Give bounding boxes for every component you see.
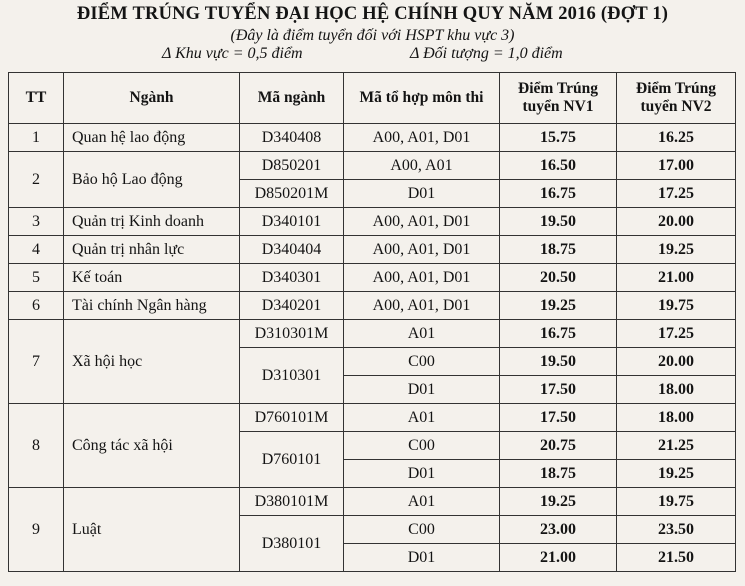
score-nv1: 21.00 (500, 544, 617, 572)
row-number: 9 (9, 488, 64, 572)
table-row (9, 320, 736, 348)
score-nv2: 17.25 (617, 320, 736, 348)
row-number: 6 (9, 292, 64, 320)
score-nv2: 21.00 (617, 264, 736, 292)
major-code: D310301 (240, 348, 344, 404)
score-nv1: 16.50 (500, 152, 617, 180)
major-name: Công tác xã hội (64, 404, 240, 488)
score-nv2: 17.25 (617, 180, 736, 208)
subject-combo: A00, A01, D01 (344, 292, 500, 320)
row-number: 8 (9, 404, 64, 488)
table-header-row (9, 73, 736, 124)
major-code: D340408 (240, 124, 344, 152)
target-bonus-note: Δ Đối tượng = 1,0 điểm (410, 45, 563, 62)
major-code: D380101 (240, 516, 344, 572)
row-number: 5 (9, 264, 64, 292)
table-row (9, 152, 736, 180)
major-name: Tài chính Ngân hàng (64, 292, 240, 320)
row-number: 4 (9, 236, 64, 264)
score-nv1: 17.50 (500, 376, 617, 404)
major-code: D760101 (240, 432, 344, 488)
major-name: Luật (64, 488, 240, 572)
table-row (9, 264, 736, 292)
page-subtitle: (Đây là điểm tuyển đối với HSPT khu vực 3) (230, 27, 515, 44)
header-nv1: Điểm Trúng tuyển NV1 (500, 73, 617, 124)
score-nv2: 18.00 (617, 376, 736, 404)
row-number: 2 (9, 152, 64, 208)
table-row (9, 236, 736, 264)
score-nv2: 19.25 (617, 460, 736, 488)
subject-combo: D01 (344, 544, 500, 572)
table-row (9, 488, 736, 516)
subject-combo: A01 (344, 320, 500, 348)
header-tt: TT (9, 73, 64, 124)
score-nv1: 19.50 (500, 348, 617, 376)
subject-combo: A00, A01, D01 (344, 236, 500, 264)
score-nv2: 20.00 (617, 348, 736, 376)
major-name: Quan hệ lao động (64, 124, 240, 152)
subject-combo: C00 (344, 348, 500, 376)
score-nv1: 16.75 (500, 320, 617, 348)
table-row (9, 124, 736, 152)
score-nv2: 18.00 (617, 404, 736, 432)
score-nv2: 19.75 (617, 488, 736, 516)
major-code: D310301M (240, 320, 344, 348)
major-name: Quản trị Kinh doanh (64, 208, 240, 236)
subject-combo: A00, A01 (344, 152, 500, 180)
major-name: Xã hội học (64, 320, 240, 404)
subject-combo: D01 (344, 376, 500, 404)
score-nv1: 20.75 (500, 432, 617, 460)
score-nv1: 19.25 (500, 488, 617, 516)
region-bonus-note: Δ Khu vực = 0,5 điểm (162, 45, 303, 62)
subject-combo: C00 (344, 516, 500, 544)
score-nv1: 23.00 (500, 516, 617, 544)
score-nv2: 19.25 (617, 236, 736, 264)
row-number: 3 (9, 208, 64, 236)
score-nv1: 15.75 (500, 124, 617, 152)
major-code: D340404 (240, 236, 344, 264)
major-code: D380101M (240, 488, 344, 516)
header-code: Mã ngành (240, 73, 344, 124)
score-nv1: 16.75 (500, 180, 617, 208)
score-nv1: 20.50 (500, 264, 617, 292)
subject-combo: A01 (344, 488, 500, 516)
major-code: D760101M (240, 404, 344, 432)
score-nv1: 19.50 (500, 208, 617, 236)
major-code: D850201 (240, 152, 344, 180)
score-nv1: 17.50 (500, 404, 617, 432)
score-nv1: 18.75 (500, 460, 617, 488)
score-nv2: 16.25 (617, 124, 736, 152)
subject-combo: D01 (344, 180, 500, 208)
major-name: Bảo hộ Lao động (64, 152, 240, 208)
major-code: D340301 (240, 264, 344, 292)
score-nv2: 17.00 (617, 152, 736, 180)
admission-scores-table (8, 72, 736, 572)
major-code: D340101 (240, 208, 344, 236)
header-nv2: Điểm Trúng tuyển NV2 (617, 73, 736, 124)
major-code: D850201M (240, 180, 344, 208)
major-code: D340201 (240, 292, 344, 320)
row-number: 7 (9, 320, 64, 404)
major-name: Kế toán (64, 264, 240, 292)
subject-combo: C00 (344, 432, 500, 460)
score-nv1: 19.25 (500, 292, 617, 320)
subject-combo: A00, A01, D01 (344, 208, 500, 236)
score-nv2: 20.00 (617, 208, 736, 236)
subject-combo: A01 (344, 404, 500, 432)
row-number: 1 (9, 124, 64, 152)
subject-combo: D01 (344, 460, 500, 488)
score-nv2: 23.50 (617, 516, 736, 544)
table-row (9, 404, 736, 432)
page-title: ĐIỂM TRÚNG TUYỂN ĐẠI HỌC HỆ CHÍNH QUY NĂM 2016 (ĐỢT 1) (76, 4, 669, 24)
table-row (9, 208, 736, 236)
score-nv1: 18.75 (500, 236, 617, 264)
table-row (9, 292, 736, 320)
major-name: Quản trị nhân lực (64, 236, 240, 264)
subject-combo: A00, A01, D01 (344, 124, 500, 152)
header-combo: Mã tổ hợp môn thi (344, 73, 500, 124)
score-nv2: 21.50 (617, 544, 736, 572)
subject-combo: A00, A01, D01 (344, 264, 500, 292)
score-nv2: 21.25 (617, 432, 736, 460)
score-nv2: 19.75 (617, 292, 736, 320)
header-major: Ngành (64, 73, 240, 124)
